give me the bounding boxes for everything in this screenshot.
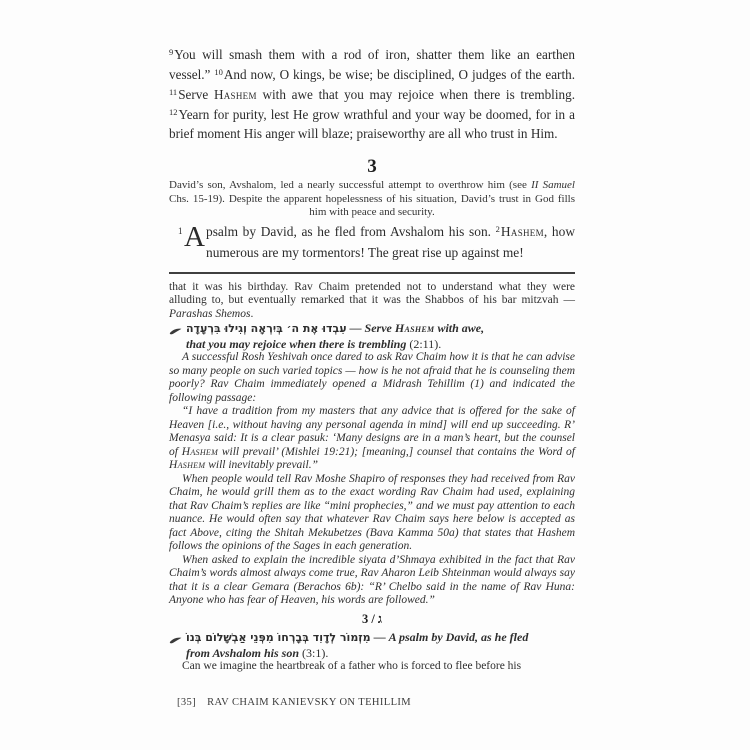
page-footer (177, 697, 411, 708)
heading-text: מִזְמוֹר לְדָוִד בְּבָרְחוֹ מִפְּנֵי אַבְשָׁלוֹם בְּנוֹ — A psalm by David, as he fled from Avshalom his son (3:1). (186, 630, 529, 660)
commentary-paragraph: When asked to explain the incredible siyata d’Shmaya exhibited in the fact that Rav Chaim’s words almost always come true, Rav Aharon Leib Shteinman would always say that it is a clear Gemara (Berachos 6b): “R’ Chelbo said in the name of Rav Huna: Anyone who has fear of Heaven, his words are followed.” (169, 553, 575, 607)
commentary-paragraph: A successful Rosh Yeshivah once dared to ask Rav Chaim how it is that he can advise so many people on such varied topics — how is he not afraid that he is counseling them poorly? Rav Chaim immediately opened a Midrash Tehillim (1) and indicated the following passage: (169, 351, 575, 404)
section-marker-icon (169, 325, 182, 333)
verse-number-1: 1 (178, 225, 183, 236)
dropcap-initial: A (184, 220, 205, 253)
commentary-heading-2-11 (169, 321, 575, 351)
page-number: [35] (177, 697, 197, 708)
book-title: RAV CHAIM KANIEVSKY ON TEHILLIM (207, 697, 412, 708)
psalm3-verses (169, 222, 575, 263)
psalm2-continuation: $^9$You will smash them with a rod of iron, shatter them like an earthen vessel.” $^{10}$And now, O kings, be wise; be disciplined, O judges of the earth. $^{11}$Serve Hashem with awe that you may rejoice when there is trembling. $^{12}$Yearn for purity, lest He grow wrathful and your way be doomed, for in a brief moment His anger will blaze; praiseworthy are all who trust in Him. (169, 47, 575, 142)
commentary-continuation: that it was his birthday. Rav Chaim pretended not to understand what they were alluding to, but eventually remarked that it was the Shabbos of his bar mitzvah — Parashas Shemos. (169, 280, 575, 320)
chapter-intro: David’s son, Avshalom, led a nearly successful attempt to overthrow him (see II Samuel Chs. 15-19). Despite the apparent hopelessness of his situation, David’s trust in God fills him with peace and security. (169, 179, 575, 218)
text-column (169, 33, 575, 674)
commentary-heading-3-1 (169, 630, 575, 660)
commentary-section (169, 281, 575, 674)
commentary-last-line: Can we imagine the heartbreak of a father who is forced to flee before his (182, 660, 522, 673)
chapter-number: 3 (367, 156, 377, 178)
heading-text: עִבְדוּ אֶת ה׳ בְּיִרְאָה וְגִילוּ בִּרְעָדָה — Serve Hashem with awe, that you may rejoice when there is trembling (2:11). (186, 321, 485, 351)
chapter-heading-3: 3 / ג (361, 611, 383, 626)
commentary-paragraph: When people would tell Rav Moshe Shapiro of responses they had received from Rav Chaim, he would grill them as to the exact wording Rav Chaim had used, explaining that Rav Chaim’s replies are like “mini prophecies,” and we must pay attention to each nuance. He would often say that whatever Rav Chaim says here below is accepted as fact Above, citing the Shitah Mekubetzes (Bava Kamma 50a) that states that Hashem follows the opinions of the Sages in each generation. (169, 472, 575, 553)
section-divider (169, 272, 575, 274)
section-marker-icon (169, 634, 182, 642)
commentary-paragraph: “I have a tradition from my masters that any advice that is offered for the sake of Heaven [i.e., without having any personal agenda in mind] will end up succeeding. R’ Menasya said: It is a clear pasuk: ‘Many designs are in a man’s heart, but the counsel of Hashem will prevail’ (Mishlei 19:21); [meaning,] counsel that contains the Word of Hashem will inevitably prevail.” (169, 405, 575, 472)
psalm3-text: psalm by David, as he fled from Avshalom his son. $^2$Hashem, how numerous are my tormentors! The great rise up against me! (206, 223, 575, 261)
